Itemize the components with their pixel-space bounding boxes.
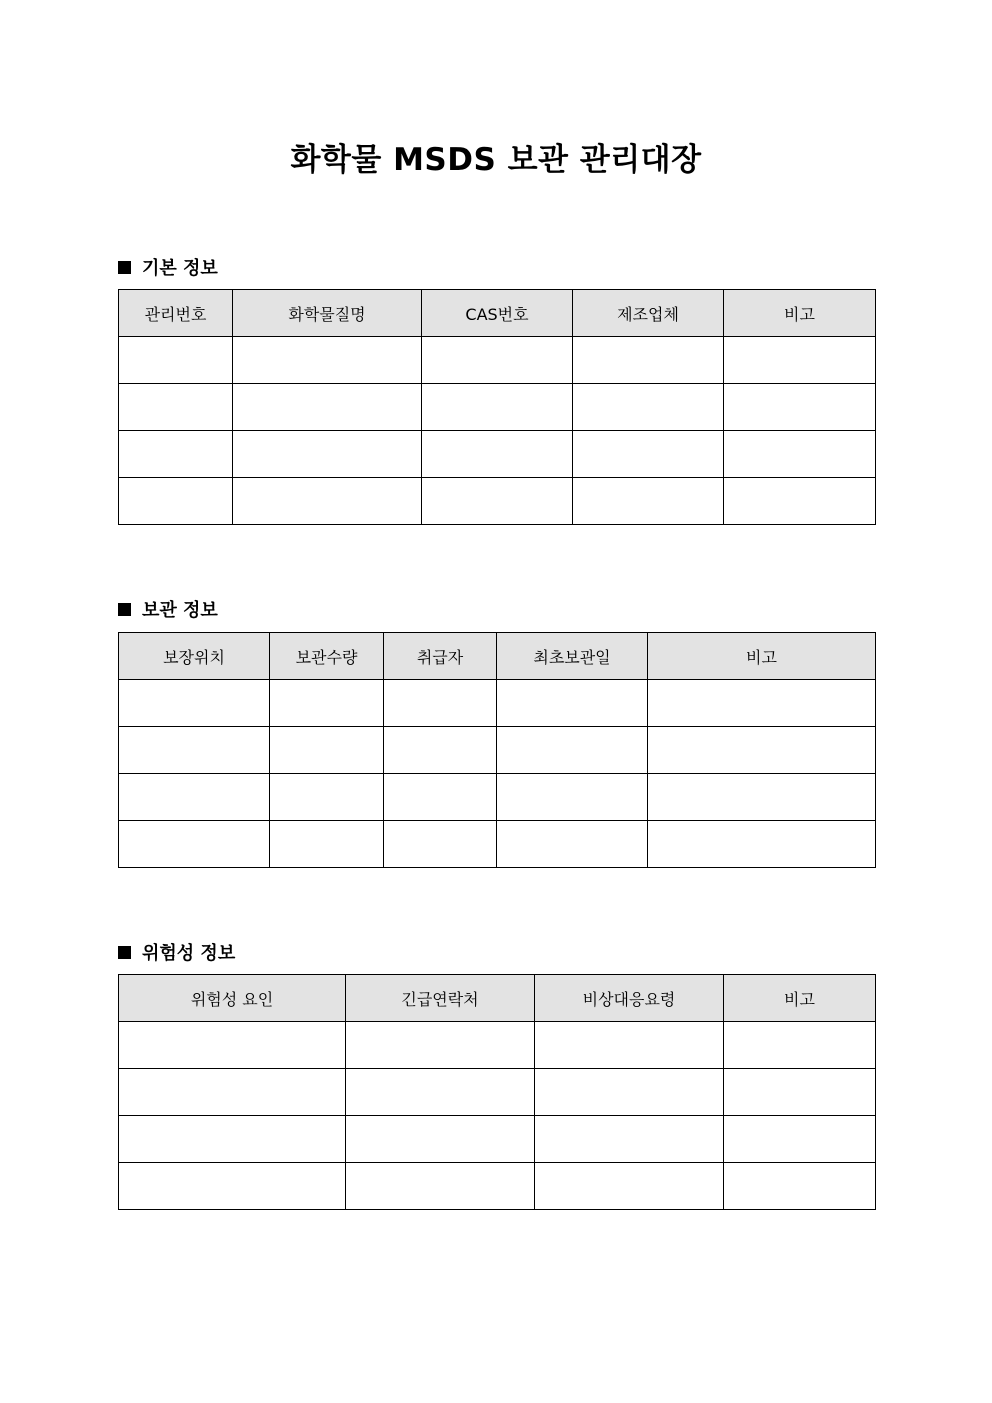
table-cell[interactable]	[270, 680, 384, 727]
table-row	[119, 1022, 876, 1069]
table-cell[interactable]	[270, 821, 384, 868]
table-cell[interactable]	[573, 384, 724, 431]
header-cell: 제조업체	[573, 290, 724, 337]
table-cell[interactable]	[724, 337, 876, 384]
table-cell[interactable]	[573, 478, 724, 525]
header-cell: 취급자	[384, 633, 497, 680]
table-cell[interactable]	[119, 1069, 346, 1116]
header-cell: 비고	[724, 975, 876, 1022]
table-row	[119, 431, 876, 478]
section-heading-storage-info	[118, 596, 218, 622]
header-cell: 비상대응요령	[535, 975, 724, 1022]
table-cell[interactable]	[384, 821, 497, 868]
table-cell[interactable]	[346, 1069, 535, 1116]
table-cell[interactable]	[233, 431, 422, 478]
section-heading-label: 위험성 정보	[142, 943, 236, 964]
table-row	[119, 774, 876, 821]
header-cell: 긴급연락처	[346, 975, 535, 1022]
table-row	[119, 1116, 876, 1163]
table-header-row	[119, 975, 876, 1022]
table-cell[interactable]	[648, 727, 876, 774]
table-cell[interactable]	[724, 1163, 876, 1210]
header-cell: 보장위치	[119, 633, 270, 680]
section-heading-hazard-info	[118, 939, 235, 965]
table-row	[119, 478, 876, 525]
table-cell[interactable]	[119, 1116, 346, 1163]
square-bullet-icon	[118, 946, 131, 959]
table-cell[interactable]	[573, 337, 724, 384]
table-cell[interactable]	[724, 478, 876, 525]
document-title: 화학물 MSDS 보관 관리대장	[290, 142, 702, 178]
table-cell[interactable]	[724, 1116, 876, 1163]
table-cell[interactable]	[724, 1022, 876, 1069]
table-cell[interactable]	[422, 337, 573, 384]
header-cell: 관리번호	[119, 290, 233, 337]
table-row	[119, 384, 876, 431]
table-cell[interactable]	[119, 337, 233, 384]
table-cell[interactable]	[119, 1163, 346, 1210]
table-row	[119, 821, 876, 868]
table-cell[interactable]	[648, 774, 876, 821]
table-row	[119, 1069, 876, 1116]
table-cell[interactable]	[233, 384, 422, 431]
square-bullet-icon	[118, 603, 131, 616]
table-cell[interactable]	[119, 727, 270, 774]
table-cell[interactable]	[119, 821, 270, 868]
table-cell[interactable]	[535, 1069, 724, 1116]
table-row	[119, 727, 876, 774]
table-cell[interactable]	[724, 384, 876, 431]
table-row	[119, 337, 876, 384]
table-cell[interactable]	[422, 431, 573, 478]
table-cell[interactable]	[233, 478, 422, 525]
section-heading-label: 보관 정보	[142, 600, 218, 621]
header-cell: 비고	[648, 633, 876, 680]
basic-info-table	[118, 289, 876, 525]
table-cell[interactable]	[270, 727, 384, 774]
table-cell[interactable]	[384, 774, 497, 821]
table-cell[interactable]	[119, 431, 233, 478]
table-cell[interactable]	[535, 1022, 724, 1069]
header-cell: 최초보관일	[497, 633, 648, 680]
table-cell[interactable]	[573, 431, 724, 478]
table-cell[interactable]	[346, 1022, 535, 1069]
section-heading-label: 기본 정보	[142, 258, 218, 279]
table-cell[interactable]	[384, 680, 497, 727]
header-cell: 화학물질명	[233, 290, 422, 337]
table-cell[interactable]	[535, 1116, 724, 1163]
table-cell[interactable]	[233, 337, 422, 384]
table-cell[interactable]	[724, 431, 876, 478]
table-cell[interactable]	[648, 821, 876, 868]
header-cell: 보관수량	[270, 633, 384, 680]
table-cell[interactable]	[270, 774, 384, 821]
table-row	[119, 1163, 876, 1210]
table-cell[interactable]	[119, 478, 233, 525]
hazard-info-table	[118, 974, 876, 1210]
section-heading-basic-info	[118, 254, 218, 280]
table-cell[interactable]	[497, 774, 648, 821]
table-cell[interactable]	[724, 1069, 876, 1116]
table-cell[interactable]	[346, 1116, 535, 1163]
table-cell[interactable]	[535, 1163, 724, 1210]
table-header-row	[119, 290, 876, 337]
square-bullet-icon	[118, 261, 131, 274]
table-cell[interactable]	[119, 1022, 346, 1069]
table-cell[interactable]	[497, 680, 648, 727]
table-cell[interactable]	[497, 727, 648, 774]
table-cell[interactable]	[346, 1163, 535, 1210]
table-cell[interactable]	[119, 384, 233, 431]
header-cell: 비고	[724, 290, 876, 337]
table-cell[interactable]	[648, 680, 876, 727]
table-header-row	[119, 633, 876, 680]
table-cell[interactable]	[119, 774, 270, 821]
header-cell: 위험성 요인	[119, 975, 346, 1022]
table-row	[119, 680, 876, 727]
table-cell[interactable]	[119, 680, 270, 727]
storage-info-table	[118, 632, 876, 868]
header-cell: CAS번호	[422, 290, 573, 337]
table-cell[interactable]	[384, 727, 497, 774]
table-cell[interactable]	[497, 821, 648, 868]
table-cell[interactable]	[422, 478, 573, 525]
table-cell[interactable]	[422, 384, 573, 431]
